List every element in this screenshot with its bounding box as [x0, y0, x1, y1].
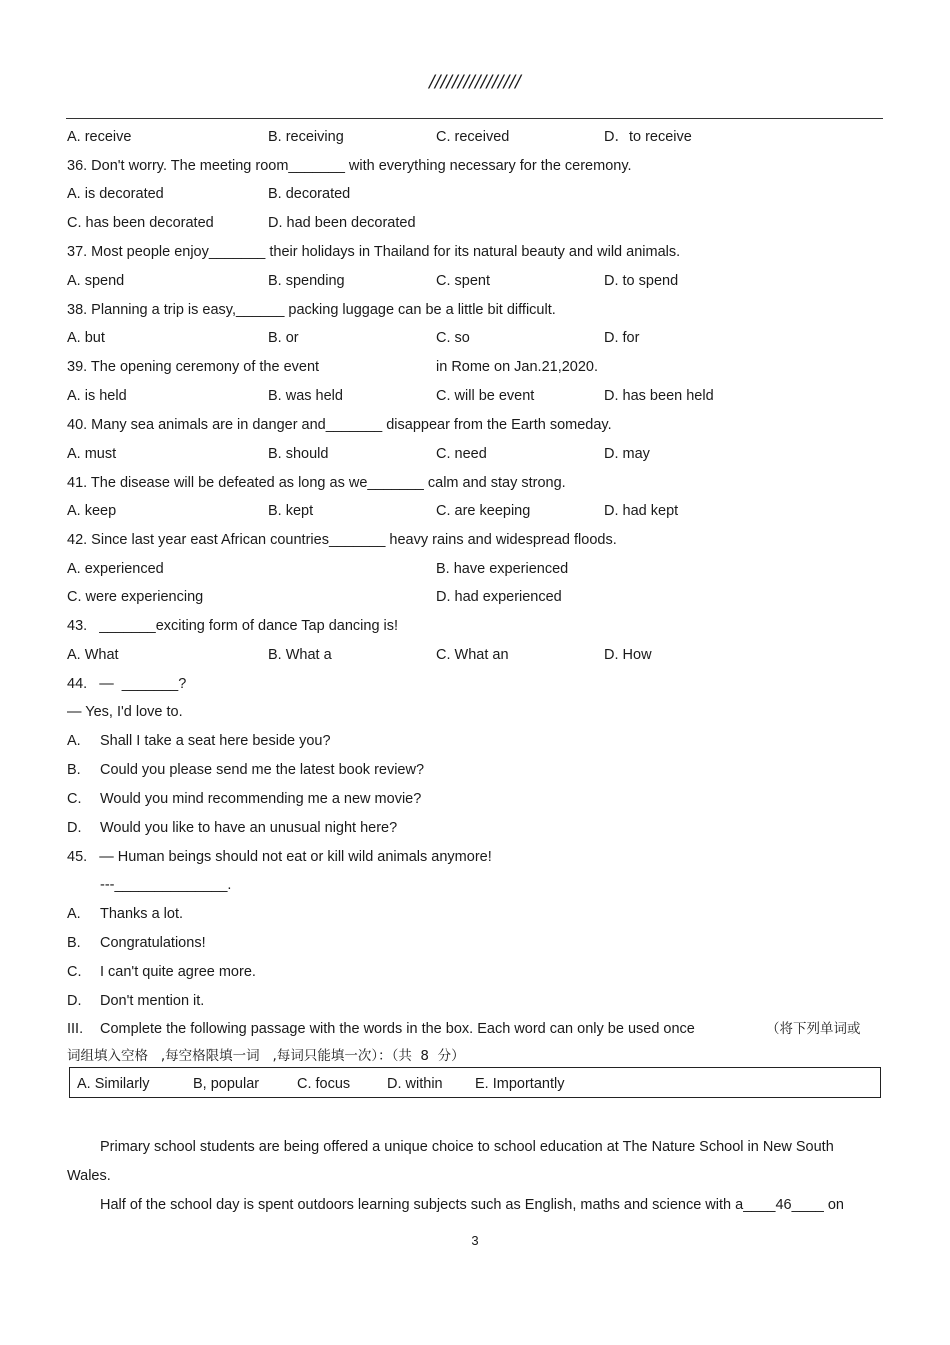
option-letter: D. [67, 993, 82, 1009]
q42-option-a: A. experienced [67, 561, 164, 577]
q41-stem-line [0, 473, 950, 495]
q42-options-row1 [0, 559, 950, 581]
q42-stem-line [0, 530, 950, 552]
q41-option-a: A. keep [67, 503, 117, 519]
option-letter: A. [67, 906, 81, 922]
q45-option-c [0, 962, 950, 984]
q39-option-a: A. is held [67, 388, 127, 404]
q39-options [0, 386, 950, 408]
q45-option-b [0, 933, 950, 955]
section3-instruction: Complete the following passage with the words in the box. Each word can only be used once [100, 1021, 695, 1037]
q35-option-a: A. receive [67, 129, 132, 145]
q36-options-row1 [0, 184, 950, 206]
q38-stem-line [0, 300, 950, 322]
passage-p1-line2: Wales. [67, 1168, 111, 1184]
q40-option-c: C. need [436, 446, 487, 462]
section3-cn-instruction: 词组填入空格 ,每空格限填一词 ,每词只能填一次）：（共 8 分） [67, 1048, 465, 1064]
q38-option-c: C. so [436, 330, 470, 346]
q44-option-b [0, 760, 950, 782]
q42-option-b: B. have experienced [436, 561, 569, 577]
option-text: Don't mention it. [100, 993, 205, 1009]
section3-number: III. [67, 1021, 84, 1037]
q40-option-a: A. must [67, 446, 117, 462]
option-text: Congratulations! [100, 935, 206, 951]
q35-option-b: B. receiving [268, 129, 344, 145]
q36-stem-line [0, 156, 950, 178]
section3-cn-right: （将下列单词或 [766, 1021, 861, 1037]
option-letter: A. [67, 733, 81, 749]
q39-stem-line [0, 357, 950, 379]
section3-cn-line [0, 1046, 950, 1068]
word-box-item: A. Similarly [77, 1076, 150, 1092]
option-letter: D. [67, 820, 82, 836]
q44-stem-line [0, 674, 950, 696]
q42-stem: 42. Since last year east African countries_______ heavy rains and widespread floods. [67, 532, 617, 548]
q37-stem: 37. Most people enjoy_______ their holidays in Thailand for its natural beauty and wild animals. [67, 244, 681, 260]
q43-option-d: D. How [604, 647, 652, 663]
q42-option-c: C. were experiencing [67, 589, 204, 605]
q36-stem: 36. Don't worry. The meeting room_______ with everything necessary for the ceremony. [67, 158, 632, 174]
word-box-item: B, popular [193, 1076, 260, 1092]
option-letter: C. [67, 964, 82, 980]
option-text: Would you mind recommending me a new movie? [100, 791, 422, 807]
word-box-item: D. within [387, 1076, 443, 1092]
q37-option-d: D. to spend [604, 273, 679, 289]
q44-option-a [0, 731, 950, 753]
q38-option-b: B. or [268, 330, 299, 346]
q45-option-a [0, 904, 950, 926]
q41-option-d: D. had kept [604, 503, 679, 519]
q41-stem: 41. The disease will be defeated as long as we_______ calm and stay strong. [67, 475, 566, 491]
q37-option-b: B. spending [268, 273, 345, 289]
word-box [69, 1067, 881, 1098]
q36-option-c: C. has been decorated [67, 215, 214, 231]
q42-options-row2 [0, 587, 950, 609]
q43-options [0, 645, 950, 667]
passage-p2-line1: Half of the school day is spent outdoors learning subjects such as English, maths and science with a____46____ on [100, 1197, 844, 1213]
header-rule [66, 118, 883, 119]
q44-option-c [0, 789, 950, 811]
q45-option-d [0, 991, 950, 1013]
q44-stem: 44. — _______? [67, 676, 187, 692]
q45-stem: 45. — Human beings should not eat or kill wild animals anymore! [67, 849, 492, 865]
q40-option-b: B. should [268, 446, 329, 462]
option-letter: B. [67, 762, 81, 778]
page-header: //////////////// [429, 72, 521, 92]
q38-option-d: D. for [604, 330, 640, 346]
q39-option-d: D. has been held [604, 388, 714, 404]
q37-options [0, 271, 950, 293]
page-number: 3 [471, 1233, 479, 1248]
option-text: Could you please send me the latest book review? [100, 762, 425, 778]
option-text: Shall I take a seat here beside you? [100, 733, 331, 749]
q35-option-d: D．to receive [604, 129, 692, 145]
q38-option-a: A. but [67, 330, 105, 346]
q35-options [0, 127, 950, 149]
q43-stem-line [0, 616, 950, 638]
section3-heading [0, 1019, 950, 1041]
q37-option-a: A. spend [67, 273, 125, 289]
q39-stem-left: 39. The opening ceremony of the event [67, 359, 320, 375]
q43-option-c: C. What an [436, 647, 509, 663]
q39-stem-right: in Rome on Jan.21,2020. [436, 359, 599, 375]
q44-reply-line [0, 702, 950, 724]
q41-options [0, 501, 950, 523]
q43-option-b: B. What a [268, 647, 332, 663]
q41-option-b: B. kept [268, 503, 314, 519]
q40-stem: 40. Many sea animals are in danger and_______ disappear from the Earth someday. [67, 417, 612, 433]
q40-option-d: D. may [604, 446, 650, 462]
q44-option-d [0, 818, 950, 840]
q41-option-c: C. are keeping [436, 503, 531, 519]
q45-stem-line [0, 847, 950, 869]
q39-option-c: C. will be event [436, 388, 535, 404]
word-box-item: C. focus [297, 1076, 351, 1092]
q35-option-c: C. received [436, 129, 510, 145]
q36-option-b: B. decorated [268, 186, 351, 202]
q40-stem-line [0, 415, 950, 437]
q43-option-a: A. What [67, 647, 119, 663]
q40-options [0, 444, 950, 466]
q38-options [0, 328, 950, 350]
q36-option-a: A. is decorated [67, 186, 164, 202]
word-box-item: E. Importantly [475, 1076, 565, 1092]
q39-option-b: B. was held [268, 388, 343, 404]
passage-p1-line1: Primary school students are being offered a unique choice to school education at The Nature School in New South [100, 1139, 834, 1155]
option-text: Thanks a lot. [100, 906, 184, 922]
q38-stem: 38. Planning a trip is easy,______ packing luggage can be a little bit difficult. [67, 302, 556, 318]
q36-options-row2 [0, 213, 950, 235]
q43-stem: 43. _______exciting form of dance Tap dancing is! [67, 618, 399, 634]
q45-reply: ---______________. [100, 877, 232, 893]
q44-reply: — Yes, I'd love to. [67, 704, 183, 720]
q36-option-d: D. had been decorated [268, 215, 416, 231]
option-letter: B. [67, 935, 81, 951]
q37-stem-line [0, 242, 950, 264]
q45-reply-line [0, 875, 950, 897]
option-text: I can't quite agree more. [100, 964, 256, 980]
option-text: Would you like to have an unusual night here? [100, 820, 398, 836]
q42-option-d: D. had experienced [436, 589, 562, 605]
option-letter: C. [67, 791, 82, 807]
q37-option-c: C. spent [436, 273, 490, 289]
